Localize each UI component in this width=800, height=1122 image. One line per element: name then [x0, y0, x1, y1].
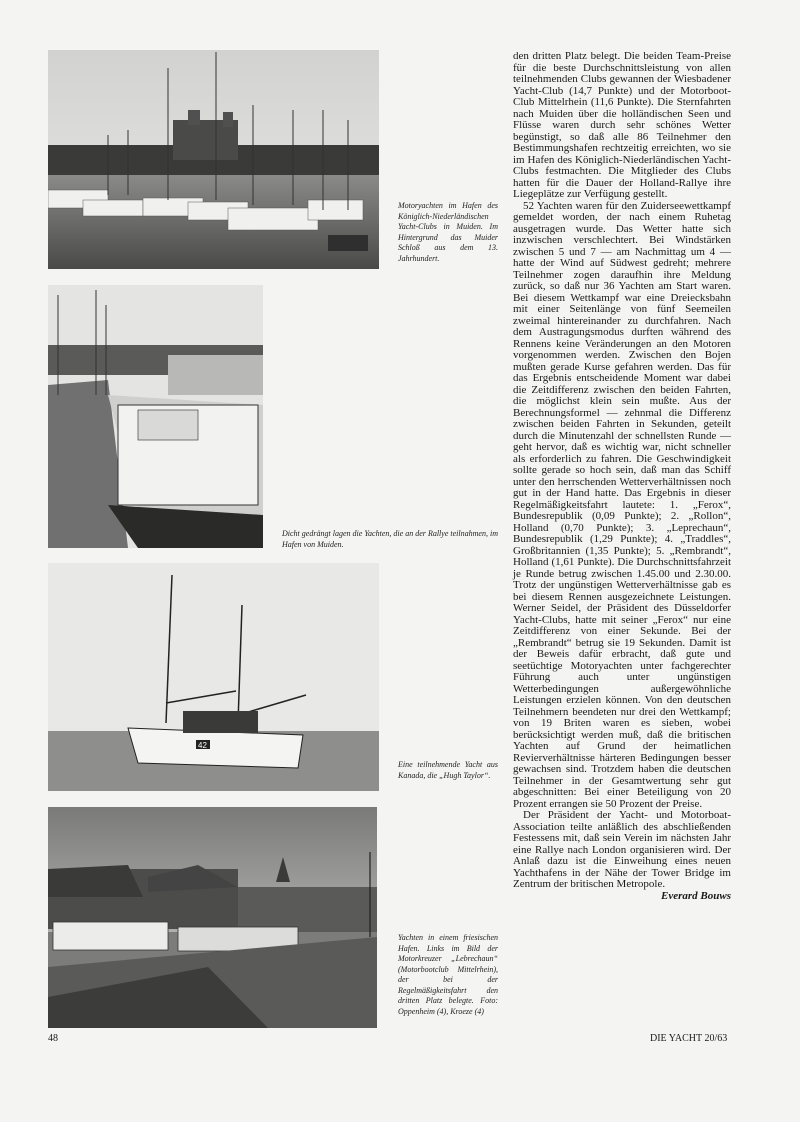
- article-paragraph-1: den dritten Platz belegt. Die beiden Team-Preise für die beste Durchschnittsleistung von allen teilnehmenden Clubs gewannen der Wiesbadener Yacht-Club (14,7 Punkte) und der Motorboot-Club Mittelrhein (11,6 Punkte). Die Sternfahrten nach Muiden über die holländischen Seen und Flüsse waren durch sehr schönes Wetter begünstigt, so daß alle 86 Teilnehmer den Bestimmungshafen rechtzeitig erreichten, wo sie im Hafen des Königlich-Niederländischen Yacht-Clubs festmachten. Die Mitglieder des Clubs hatten für die Dauer der Holland-Rallye ihre Liegeplätze zur Verfügung gestellt.: [513, 50, 731, 200]
- magazine-issue: DIE YACHT 20/63: [650, 1033, 728, 1044]
- boat-number: 42: [198, 741, 207, 750]
- photo3-caption: Eine teilnehmende Yacht aus Kanada, die „Hugh Taylor“.: [398, 760, 498, 780]
- photo-hugh-taylor: [48, 563, 379, 791]
- photo4-caption: Yachten in einem friesischen Hafen. Links im Bild der Motorkreuzer „Lebrechaun“ (Motorbootclub Mittelrhein), der bei der Regelmäßigkeitsfahrt den dritten Platz belegte. Foto: Oppenheim (4), Kroeze (4): [398, 933, 498, 1016]
- hugh-taylor-image: [48, 563, 379, 791]
- frisian-harbour-image: [48, 807, 377, 1028]
- article-author: Everard Bouws: [661, 889, 731, 902]
- photo2-caption: Dicht gedrängt lagen die Yachten, die an der Rallye teilnahmen, im Hafen von Muiden.: [282, 529, 498, 549]
- article-body: [513, 51, 731, 902]
- article-paragraph-3: Der Präsident der Yacht- und Motorboat-Association teilte anläßlich des abschließenden Festessens mit, daß sein Verein im nächsten Jahr eine Rallye nach London organisieren wird. Der Anlaß dazu ist die Einweihung eines neuen Yachthafens in der Nähe der Tower Bridge im Zentrum der britischen Metropole.: [513, 809, 731, 890]
- photo-frisian-harbour: [48, 807, 377, 1028]
- photo1-caption: Motoryachten im Hafen des Königlich-Niederländischen Yacht-Clubs in Muiden. Im Hintergrund das Muider Schloß aus dem 13. Jahrhundert.: [398, 201, 498, 263]
- page-number: 48: [48, 1033, 58, 1044]
- crowded-yachts-image: [48, 285, 263, 548]
- harbour-castle-image: [48, 50, 379, 269]
- photo-crowded-yachts: [48, 285, 263, 548]
- article-paragraph-2: 52 Yachten waren für den Zuiderseewettkampf gemeldet worden, der nach einem Ruhetag ausgetragen wurde. Das Wetter hatte sich inzwischen verschlechtert. Bei Windstärken zwischen 5 und 7 — am Nachmittag um 4 — hatte der Wind auf Südwest gedreht; mehrere Teilnehmer zogen daraufhin ihre Meldung zurück, so daß nur 36 Yachten am Start waren. Bei diesem Wettkampf war eine Dreiecksbahn mit einer Seitenlänge von fünf Seemeilen zweimal hintereinander zu durchfahren. Nach dem Austragungsmodus durften während des Rennens keine Veränderungen an den Motoren vorgenommen werden. Zwischen den Bojen mußten gerade Kurse gefahren werden. Das für das Ergebnis entscheidende Moment war dabei die Zeitdifferenz zwischen den beiden Fahrten, die möglichst klein sein mußte. Aus der Berechnungsformel — zehnmal die Differenz zwischen beiden Fahrten in Sekunden, geteilt durch die Minutenzahl der schnellsten Runde — geht hervor, daß es wichtig war, nicht schneller als erforderlich zu fahren. Die Geschwindigkeit sollte gerade so hoch sein, daß man das Schiff unter den herrschenden Wetterverhältnissen noch gut in der Hand hatte. Das Ergebnis in dieser Regelmäßigkeitsfahrt lautete: 1. „Ferox“, Bundesrepublik (0,09 Punkte); 2. „Rollon“, Holland (0,70 Punkte); 3. „Leprechaun“, Bundesrepublik (1,29 Punkte); 4. „Traddles“, Großbritannien (1,35 Punkte); 5. „Rembrandt“, Holland (1,61 Punkte). Die Durchschnittsfahrzeit je Runde betrug zwischen 1.45.00 und 2.30.00. Trotz der ungünstigen Wetterverhältnisse gab es bei diesem Rennen ausgezeichnete Leistungen. Werner Seidel, der Präsident des Düsseldorfer Yacht-Clubs, hatte mit seiner „Ferox“ nur eine Zeitdifferenz von einer Sekunde. Bei der „Rembrandt“ betrug sie 19 Sekunden. Damit ist der Beweis dafür erbracht, daß gute und seetüchtige Motoryachten unter fachgerechter Führung auch unter ungünstigen Wetterbedingungen außergewöhnliche Leistungen erzielen können. Von den deutschen Teilnehmern beendeten nur drei den Wettkampf; von 19 Briten waren es sieben, wobei berücksichtigt werden muß, daß die britischen Yachten auf Grund der heimatlichen Revierverhältnisse härteren Bedingungen besser gewachsen sind. Trotzdem haben die deutschen Teilnehmer in der Gesamtwertung sehr gut abgeschnitten: Bei einer Beteiligung von 20 Prozent errangen sie 50 Prozent der Preise.: [513, 199, 731, 810]
- photo-muiden-harbour: [48, 50, 379, 269]
